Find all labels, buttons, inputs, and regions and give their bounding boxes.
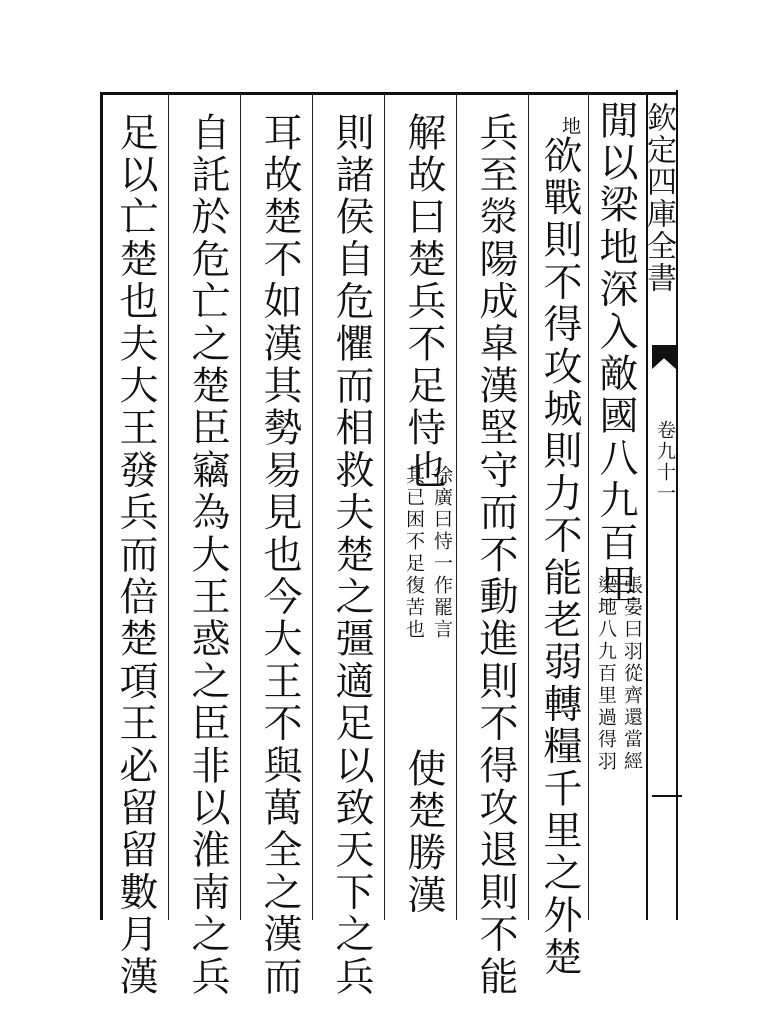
commentary-line: 其已困不足復苦也 bbox=[403, 465, 425, 641]
column-rule bbox=[456, 95, 457, 920]
text-column-6: 耳故楚不如漢其勢易見也今大王不與萬全之漢而 bbox=[257, 112, 302, 999]
column-rule bbox=[384, 95, 385, 920]
text-column-1: 閒以梁地深入敵國八九百里 bbox=[593, 100, 638, 607]
text-column-8: 足以亡楚也夫大王發兵而倍楚項王必留留數月漢 bbox=[113, 112, 158, 999]
column-rule bbox=[588, 95, 589, 920]
book-title: 欽定四庫全書 bbox=[641, 102, 676, 294]
column-rule bbox=[312, 95, 313, 920]
text-column-4b: 使楚勝漢 bbox=[401, 748, 446, 917]
commentary-line: 張晏曰羽從齊還當經 bbox=[621, 575, 643, 773]
column-rule bbox=[240, 95, 241, 920]
text-column-7: 自託於危亡之楚臣竊為大王惑之臣非以淮南之兵 bbox=[185, 112, 230, 999]
text-column-2: 欲戰則不得攻城則力不能老弱轉糧千里之外楚 bbox=[537, 135, 582, 979]
margin-tick bbox=[652, 795, 682, 797]
column-rule bbox=[528, 95, 529, 920]
column-rule bbox=[168, 95, 169, 920]
juan-number: 卷九十一 bbox=[654, 420, 676, 504]
commentary-line: 梁地八九百里過得羽 bbox=[595, 575, 617, 773]
commentary-line: 徐廣曰恃一作罷言 bbox=[431, 465, 453, 641]
text-column-3: 兵至滎陽成皐漢堅守而不動進則不得攻退則不能 bbox=[473, 112, 518, 999]
text-column-4: 解故曰楚兵不足恃也 bbox=[401, 112, 446, 492]
text-column-5: 則諸侯自危懼而相救夫楚之彊適足以致天下之兵 bbox=[329, 112, 374, 999]
commentary-line: 地 bbox=[559, 116, 581, 138]
